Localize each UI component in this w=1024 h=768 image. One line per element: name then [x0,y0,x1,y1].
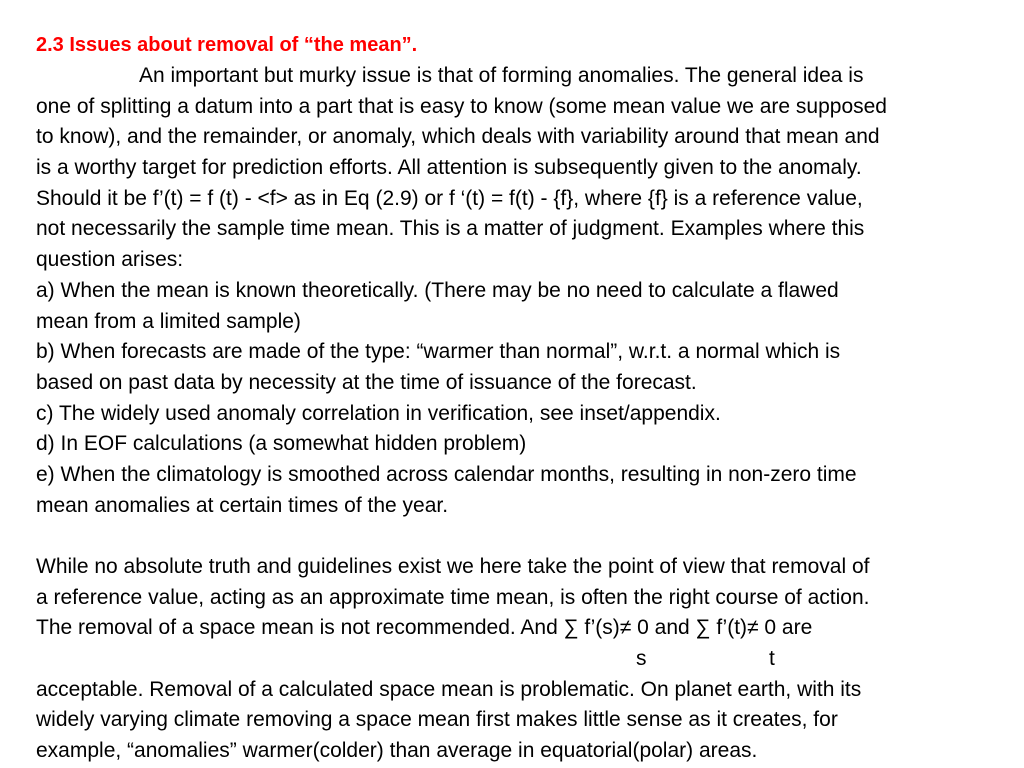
text-line: mean from a limited sample) [36,309,301,333]
text-line: The removal of a space mean is not recommended. And ∑ f’(s)≠ 0 and ∑ f’(t)≠ 0 are [36,616,813,640]
list-item-b: b) When forecasts are made of the type: “warmer than normal”, w.r.t. a normal which is [36,340,841,364]
text-line: While no absolute truth and guidelines exist we here take the point of view that removal of [36,555,870,578]
list-item-a: a) When the mean is known theoretically. (There may be no need to calculate a flawed [36,278,839,302]
sum-subscripts-row [36,644,1004,675]
text-line: to know), and the remainder, or anomaly, which deals with variability around that mean and [36,125,880,149]
text-line: based on past data by necessity at the time of issuance of the forecast. [36,370,697,394]
text-line: An important but murky issue is that of forming anomalies. The general idea is [139,64,864,87]
text-line: mean anomalies at certain times of the year. [36,493,449,517]
text-line: is a worthy target for prediction efforts. All attention is subsequently given to the anomaly. [36,156,862,180]
paragraph-spacer [36,521,1004,552]
text-line: Should it be f’(t) = f (t) - <f> as in Eq (2.9) or f ‘(t) = f(t) - {f}, where {f} is a reference value, [36,186,863,210]
text-line: widely varying climate removing a space mean first makes little sense as it creates, for [36,708,838,732]
text-line: not necessarily the sample time mean. This is a matter of judgment. Examples where this [36,217,865,241]
list-item-c: c) The widely used anomaly correlation in verification, see inset/appendix. [36,401,721,425]
list-item-d: d) In EOF calculations (a somewhat hidden problem) [36,432,527,456]
text-line: one of splitting a datum into a part that is easy to know (some mean value we are supposed [36,94,887,118]
intro-paragraph [36,61,1004,521]
conclusion-paragraph [36,552,1004,767]
sum-subscript-space: s [636,647,647,671]
text-line: question arises: [36,248,184,272]
text-line: a reference value, acting as an approximate time mean, is often the right course of action. [36,585,870,609]
slide-content [36,30,1004,768]
sum-subscript-time: t [769,647,775,671]
section-heading: 2.3 Issues about removal of “the mean”. [36,34,418,56]
text-line: example, “anomalies” warmer(colder) than average in equatorial(polar) areas. [36,739,758,763]
text-line: acceptable. Removal of a calculated space mean is problematic. On planet earth, with its [36,677,862,701]
list-item-e: e) When the climatology is smoothed across calendar months, resulting in non-zero time [36,462,857,486]
